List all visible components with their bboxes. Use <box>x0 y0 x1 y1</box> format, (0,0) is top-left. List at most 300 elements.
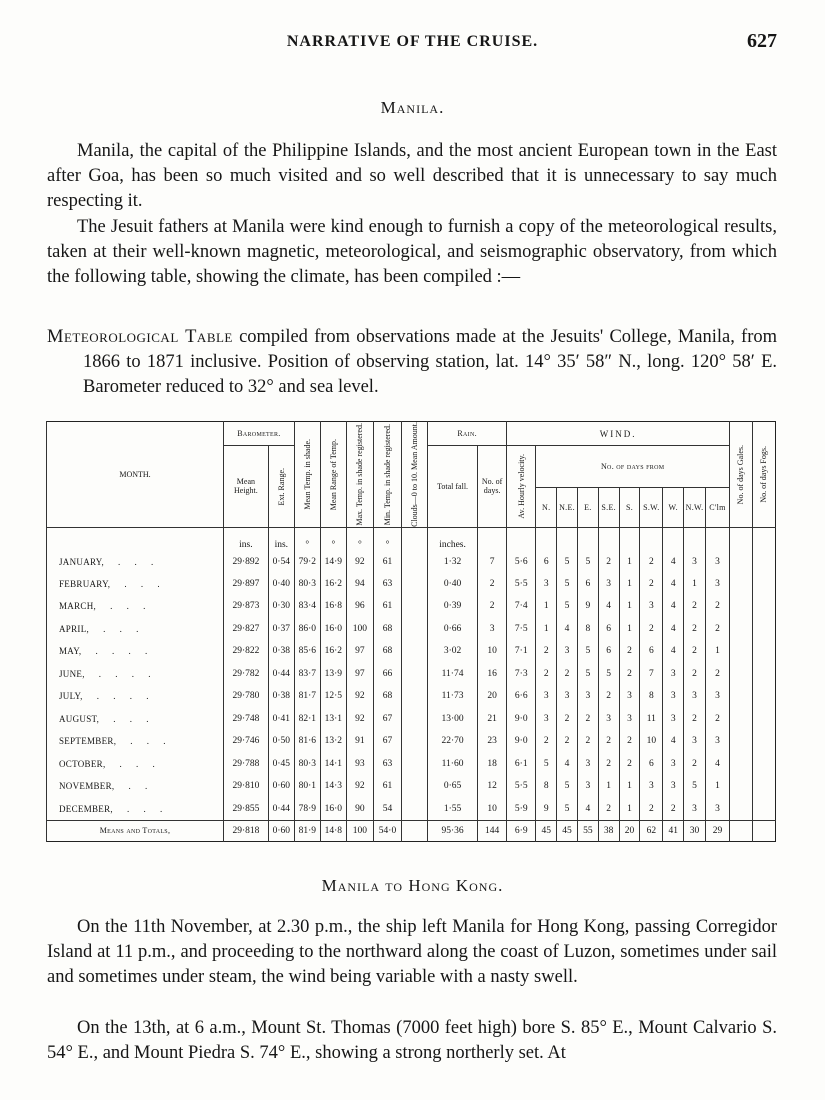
cell: 38 <box>598 820 619 841</box>
col-gales: No. of days Gales. <box>736 444 746 505</box>
cell: 83·4 <box>294 595 320 617</box>
dir-sw: S.W. <box>640 487 663 527</box>
cell: 68 <box>373 640 401 662</box>
month-cell <box>47 685 224 707</box>
cell: 14·1 <box>320 752 346 774</box>
wind-cell: 2 <box>684 752 706 774</box>
cell: 14·8 <box>320 820 346 841</box>
meteorological-table <box>46 421 776 836</box>
cell: 10 <box>478 797 507 820</box>
cell <box>402 663 428 685</box>
wind-cell: 8 <box>577 618 598 640</box>
cell: 16·2 <box>320 640 346 662</box>
dir-s: S. <box>619 487 640 527</box>
wind-cell: 4 <box>663 730 684 752</box>
cell <box>752 775 775 797</box>
cell <box>752 640 775 662</box>
cell <box>402 685 428 707</box>
wind-cell: 1 <box>598 775 619 797</box>
table-row <box>47 618 776 640</box>
month-name: DECEMBER, <box>59 803 113 814</box>
month-name: APRIL, <box>59 623 90 634</box>
cell <box>730 820 753 841</box>
wind-cell: 9 <box>536 797 557 820</box>
wind-cell: 6 <box>640 640 663 662</box>
cell: 91 <box>346 730 373 752</box>
section-heading-manila-to-hong-kong: Manila to Hong Kong. <box>321 876 504 895</box>
wind-cell: 1 <box>536 595 557 617</box>
wind-cell: 2 <box>619 752 640 774</box>
wind-cell: 6 <box>598 640 619 662</box>
month-name: MAY, <box>59 646 82 657</box>
col-max-temp: Max. Temp. in shade registered. <box>355 423 365 526</box>
col-hourly-velocity: Av. Hourly velocity. <box>516 454 526 519</box>
paragraph: Manila, the capital of the Philippine Islands, and the most ancient European town in the East after Goa, has been so much visited and so well described that it is unnecessary to say much respecting it. <box>47 141 777 211</box>
cell: 54 <box>373 797 401 820</box>
paragraph: On the 11th November, at 2.30 p.m., the ship left Manila for Hong Kong, passing Corregidor Island at 11 p.m., and proceeding to the northward along the coast of Luzon, sometimes under sail and sometimes under steam, the wind being variable with a nasty swell. <box>47 917 777 987</box>
cell <box>752 573 775 595</box>
cell: 97 <box>346 640 373 662</box>
wind-cell: 4 <box>598 595 619 617</box>
wind-cell: 2 <box>619 730 640 752</box>
wind-cell: 1 <box>705 775 729 797</box>
cell: 7·1 <box>507 640 536 662</box>
dir-nw: N.W. <box>684 487 706 527</box>
wind-cell: 5 <box>598 663 619 685</box>
cell: 29 <box>705 820 729 841</box>
month-name: AUGUST, <box>59 713 100 724</box>
wind-cell: 6 <box>598 618 619 640</box>
wind-cell: 2 <box>684 640 706 662</box>
cell: 29·822 <box>224 640 269 662</box>
month-name: NOVEMBER, <box>59 780 115 791</box>
cell <box>730 550 753 572</box>
wind-cell: 2 <box>598 752 619 774</box>
wind-cell: 3 <box>705 685 729 707</box>
wind-cell: 1 <box>619 573 640 595</box>
table-row <box>47 550 776 572</box>
cell: 16·0 <box>320 618 346 640</box>
running-head <box>0 30 825 61</box>
cell <box>402 730 428 752</box>
cell: 0·38 <box>268 640 294 662</box>
table-caption <box>47 325 777 400</box>
cell: 6·6 <box>507 685 536 707</box>
wind-cell: 2 <box>536 663 557 685</box>
section-heading-manila: Manila. <box>380 98 445 117</box>
wind-cell: 8 <box>536 775 557 797</box>
month-name: OCTOBER, <box>59 758 106 769</box>
month-name: JULY, <box>59 691 83 702</box>
table-row <box>47 573 776 595</box>
cell: 0·38 <box>268 685 294 707</box>
cell: 16·2 <box>320 573 346 595</box>
cell <box>752 752 775 774</box>
cell: 63 <box>373 573 401 595</box>
leader-dots: . . . <box>119 758 161 769</box>
cell: 7·5 <box>507 618 536 640</box>
wind-cell: 3 <box>577 685 598 707</box>
cell: 81·9 <box>294 820 320 841</box>
cell: 29·818 <box>224 820 269 841</box>
cell: 11·73 <box>428 685 478 707</box>
wind-cell: 4 <box>577 797 598 820</box>
table-row <box>47 730 776 752</box>
wind-cell: 3 <box>684 730 706 752</box>
wind-cell: 2 <box>640 573 663 595</box>
wind-cell: 1 <box>684 573 706 595</box>
cell: 85·6 <box>294 640 320 662</box>
wind-cell: 1 <box>705 640 729 662</box>
units-row <box>47 527 776 550</box>
cell: 61 <box>373 775 401 797</box>
dir-calm: C'lm <box>705 487 729 527</box>
cell <box>402 640 428 662</box>
cell <box>752 820 775 841</box>
cell <box>730 573 753 595</box>
cell: 80·3 <box>294 752 320 774</box>
cell: 0·40 <box>268 573 294 595</box>
totals-label: Means and Totals, <box>47 820 224 841</box>
month-cell <box>47 797 224 820</box>
cell: 62 <box>640 820 663 841</box>
wind-cell: 4 <box>663 573 684 595</box>
cell: 0·44 <box>268 797 294 820</box>
wind-cell: 3 <box>536 707 557 729</box>
cell <box>752 730 775 752</box>
cell: 55 <box>577 820 598 841</box>
wind-cell: 3 <box>557 640 578 662</box>
cell: 3 <box>478 618 507 640</box>
wind-cell: 3 <box>663 775 684 797</box>
wind-cell: 2 <box>598 550 619 572</box>
wind-cell: 3 <box>705 797 729 820</box>
wind-cell: 3 <box>705 573 729 595</box>
cell: 0·54 <box>268 550 294 572</box>
wind-cell: 4 <box>557 618 578 640</box>
month-cell <box>47 707 224 729</box>
cell <box>402 618 428 640</box>
cell: 0·39 <box>428 595 478 617</box>
wind-cell: 5 <box>557 573 578 595</box>
wind-cell: 1 <box>619 775 640 797</box>
running-title: NARRATIVE OF THE CRUISE. <box>286 33 539 50</box>
wind-cell: 2 <box>536 730 557 752</box>
table-row <box>47 775 776 797</box>
wind-cell: 5 <box>536 752 557 774</box>
cell: 81·6 <box>294 730 320 752</box>
cell: 45 <box>557 820 578 841</box>
month-cell <box>47 618 224 640</box>
col-month: MONTH. <box>47 422 224 528</box>
cell <box>402 775 428 797</box>
cell: 18 <box>478 752 507 774</box>
wind-cell: 2 <box>577 707 598 729</box>
dir-se: S.E. <box>598 487 619 527</box>
unit: ° <box>346 527 373 550</box>
table-row <box>47 752 776 774</box>
table-row <box>47 663 776 685</box>
table-caption-text: compiled from observations made at the Jesuits' College, Manila, from 1866 to 1871 inclusive. Position of observing station, lat. 14° 35′ 58″ N., long. 120° 58′ E. Barometer reduced to 32° and sea level. <box>83 327 777 397</box>
wind-cell: 4 <box>705 752 729 774</box>
cell: 92 <box>346 550 373 572</box>
dir-ne: N.E. <box>557 487 578 527</box>
cell <box>402 595 428 617</box>
cell: 6·9 <box>507 820 536 841</box>
wind-cell: 6 <box>536 550 557 572</box>
cell: 1·32 <box>428 550 478 572</box>
cell <box>730 707 753 729</box>
wind-cell: 2 <box>705 595 729 617</box>
month-name: FEBRUARY, <box>59 579 111 590</box>
cell: 63 <box>373 752 401 774</box>
cell: 16·0 <box>320 797 346 820</box>
cell: 0·44 <box>268 663 294 685</box>
wind-cell: 4 <box>663 640 684 662</box>
cell: 13·1 <box>320 707 346 729</box>
wind-cell: 3 <box>619 707 640 729</box>
cell: 12 <box>478 775 507 797</box>
wind-cell: 3 <box>663 752 684 774</box>
month-name: MARCH, <box>59 601 97 612</box>
month-name: SEPTEMBER, <box>59 736 117 747</box>
wind-cell: 2 <box>684 595 706 617</box>
unit: ins. <box>268 527 294 550</box>
wind-cell: 2 <box>619 640 640 662</box>
cell: 10 <box>478 640 507 662</box>
table-row <box>47 640 776 662</box>
col-fogs: No. of days Fogs. <box>759 446 769 503</box>
cell: 67 <box>373 730 401 752</box>
cell: 11·74 <box>428 663 478 685</box>
wind-cell: 4 <box>663 595 684 617</box>
cell: 82·1 <box>294 707 320 729</box>
leader-dots: . . . <box>113 713 155 724</box>
wind-cell: 5 <box>577 663 598 685</box>
leader-dots: . . . . <box>98 668 157 679</box>
wind-cell: 7 <box>640 663 663 685</box>
col-no-days: No. of days. <box>478 446 507 528</box>
month-name: JUNE, <box>59 668 85 679</box>
cell: 20 <box>478 685 507 707</box>
cell: 61 <box>373 550 401 572</box>
wind-cell: 2 <box>619 663 640 685</box>
cell <box>402 550 428 572</box>
cell: 0·50 <box>268 730 294 752</box>
cell: 0·60 <box>268 820 294 841</box>
cell: 16 <box>478 663 507 685</box>
cell: 7·4 <box>507 595 536 617</box>
cell: 13·9 <box>320 663 346 685</box>
leader-dots: . . . <box>124 579 166 590</box>
table-row <box>47 595 776 617</box>
wind-cell: 3 <box>640 595 663 617</box>
cell: 30 <box>684 820 706 841</box>
unit: ° <box>373 527 401 550</box>
cell: 5·5 <box>507 775 536 797</box>
month-cell <box>47 663 224 685</box>
cell: 81·7 <box>294 685 320 707</box>
col-total-fall: Total fall. <box>428 446 478 528</box>
wind-cell: 6 <box>640 752 663 774</box>
wind-cell: 8 <box>640 685 663 707</box>
wind-cell: 2 <box>598 685 619 707</box>
cell <box>402 797 428 820</box>
cell: 5·5 <box>507 573 536 595</box>
col-wind: WIND. <box>507 422 730 446</box>
cell: 144 <box>478 820 507 841</box>
wind-cell: 3 <box>536 573 557 595</box>
cell <box>752 663 775 685</box>
cell <box>730 752 753 774</box>
cell <box>402 752 428 774</box>
cell: 80·3 <box>294 573 320 595</box>
wind-cell: 5 <box>577 550 598 572</box>
cell: 93 <box>346 752 373 774</box>
cell: 7 <box>478 550 507 572</box>
wind-cell: 5 <box>557 595 578 617</box>
wind-cell: 2 <box>598 797 619 820</box>
wind-cell: 3 <box>619 685 640 707</box>
cell: 94 <box>346 573 373 595</box>
cell <box>730 640 753 662</box>
cell: 100 <box>346 820 373 841</box>
cell <box>402 707 428 729</box>
month-cell <box>47 595 224 617</box>
leader-dots: . . . . <box>96 691 155 702</box>
wind-cell: 10 <box>640 730 663 752</box>
cell: 29·746 <box>224 730 269 752</box>
cell: 0·40 <box>428 573 478 595</box>
wind-cell: 1 <box>619 797 640 820</box>
dir-e: E. <box>577 487 598 527</box>
wind-cell: 9 <box>577 595 598 617</box>
cell <box>730 618 753 640</box>
cell: 78·9 <box>294 797 320 820</box>
month-cell <box>47 775 224 797</box>
leader-dots: . . . <box>103 623 145 634</box>
table-caption-lead: Meteorological Table <box>47 327 233 347</box>
leader-dots: . . . <box>130 736 172 747</box>
table-row <box>47 685 776 707</box>
leader-dots: . . . <box>126 803 169 814</box>
cell: 0·45 <box>268 752 294 774</box>
dir-n: N. <box>536 487 557 527</box>
month-name: JANUARY, <box>59 556 104 567</box>
dir-w: W. <box>663 487 684 527</box>
cell: 80·1 <box>294 775 320 797</box>
cell <box>730 685 753 707</box>
wind-cell: 2 <box>536 640 557 662</box>
cell: 95·36 <box>428 820 478 841</box>
wind-cell: 4 <box>557 752 578 774</box>
cell <box>752 707 775 729</box>
cell: 29·827 <box>224 618 269 640</box>
cell: 20 <box>619 820 640 841</box>
wind-cell: 2 <box>705 618 729 640</box>
col-min-temp: Min. Temp. in shade registered. <box>382 423 392 526</box>
cell: 22·70 <box>428 730 478 752</box>
wind-cell: 2 <box>598 730 619 752</box>
month-cell <box>47 752 224 774</box>
paragraph: The Jesuit fathers at Manila were kind enough to furnish a copy of the meteorological results, taken at their well-known magnetic, meteorological, and seismographic observatory, from which the following table, showing the climate, has been compiled :— <box>47 217 777 287</box>
col-barometer: Barometer. <box>224 422 295 446</box>
cell: 29·748 <box>224 707 269 729</box>
cell: 13·2 <box>320 730 346 752</box>
cell <box>730 663 753 685</box>
cell: 92 <box>346 775 373 797</box>
wind-cell: 3 <box>684 550 706 572</box>
wind-cell: 2 <box>557 730 578 752</box>
cell: 90 <box>346 797 373 820</box>
leader-dots: . . <box>128 780 154 791</box>
totals-row <box>47 820 776 841</box>
cell <box>752 618 775 640</box>
cell: 29·873 <box>224 595 269 617</box>
cell: 6·1 <box>507 752 536 774</box>
wind-cell: 4 <box>663 550 684 572</box>
wind-cell: 3 <box>705 550 729 572</box>
wind-cell: 3 <box>557 685 578 707</box>
wind-cell: 3 <box>536 685 557 707</box>
cell <box>730 775 753 797</box>
wind-cell: 5 <box>684 775 706 797</box>
cell: 97 <box>346 663 373 685</box>
month-cell <box>47 573 224 595</box>
wind-cell: 3 <box>663 685 684 707</box>
wind-cell: 2 <box>577 730 598 752</box>
col-mean-range: Mean Range of Temp. <box>328 438 338 511</box>
cell <box>752 685 775 707</box>
unit: ° <box>320 527 346 550</box>
cell <box>730 730 753 752</box>
cell: 92 <box>346 685 373 707</box>
cell: 29·897 <box>224 573 269 595</box>
wind-cell: 1 <box>619 595 640 617</box>
col-mean-height: Mean Height. <box>224 446 269 528</box>
cell: 14·9 <box>320 550 346 572</box>
unit: ° <box>294 527 320 550</box>
cell: 29·810 <box>224 775 269 797</box>
col-clouds: Clouds—0 to 10. Mean Amount. <box>410 422 420 527</box>
cell <box>730 595 753 617</box>
wind-cell: 3 <box>598 573 619 595</box>
wind-cell: 2 <box>663 797 684 820</box>
wind-cell: 2 <box>557 707 578 729</box>
cell <box>752 595 775 617</box>
cell: 9·0 <box>507 730 536 752</box>
cell <box>402 820 428 841</box>
cell: 0·30 <box>268 595 294 617</box>
wind-cell: 2 <box>557 663 578 685</box>
cell: 79·2 <box>294 550 320 572</box>
cell <box>752 550 775 572</box>
wind-cell: 1 <box>619 618 640 640</box>
wind-cell: 2 <box>684 618 706 640</box>
cell: 41 <box>663 820 684 841</box>
wind-cell: 3 <box>598 707 619 729</box>
cell: 14·3 <box>320 775 346 797</box>
month-cell <box>47 730 224 752</box>
cell: 23 <box>478 730 507 752</box>
leader-dots: . . . . <box>95 646 154 657</box>
wind-cell: 3 <box>663 663 684 685</box>
cell: 0·37 <box>268 618 294 640</box>
wind-cell: 5 <box>557 775 578 797</box>
cell: 66 <box>373 663 401 685</box>
cell: 0·65 <box>428 775 478 797</box>
cell: 45 <box>536 820 557 841</box>
